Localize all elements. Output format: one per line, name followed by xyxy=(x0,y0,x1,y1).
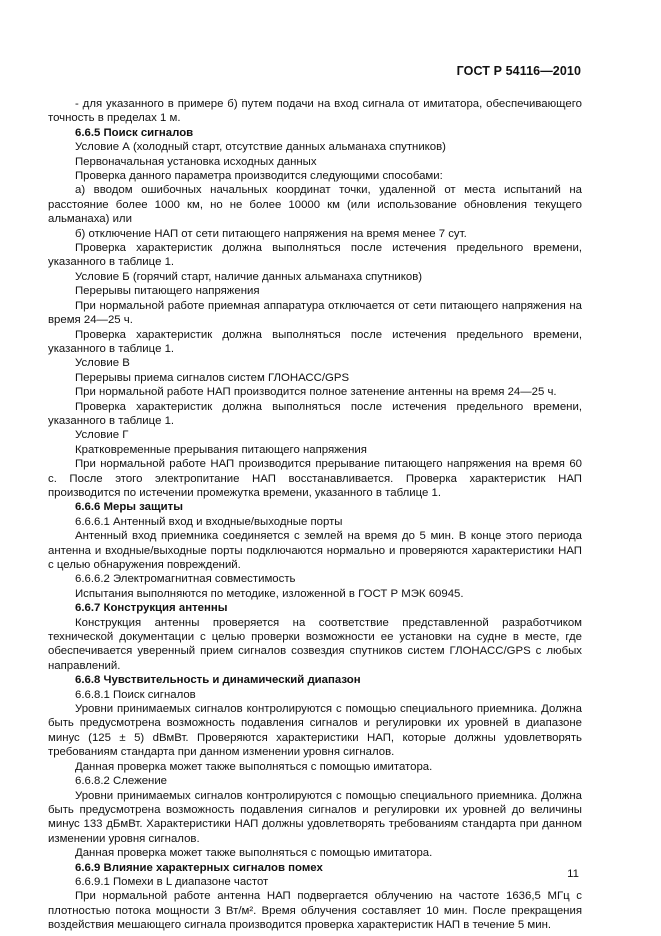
section-heading: 6.6.7 Конструкция антенны xyxy=(75,602,228,615)
paragraph: Испытания выполняются по методике, изложенной в ГОСТ Р МЭК 60945. xyxy=(75,587,464,600)
paragraph: Условие В xyxy=(75,357,130,370)
paragraph: Условие Г xyxy=(75,429,129,442)
paragraph: Кратковременные прерывания питающего напряжения xyxy=(75,443,367,456)
paragraph: Первоначальная установка исходных данных xyxy=(75,155,317,168)
paragraph: Данная проверка может также выполняться с помощью имитатора. xyxy=(75,847,433,860)
standard-header: ГОСТ Р 54116—2010 xyxy=(456,64,581,78)
paragraph: 6.6.8.1 Поиск сигналов xyxy=(75,688,196,701)
paragraph: Условие Б (горячий старт, наличие данных альманаха спутников) xyxy=(75,270,423,283)
section-heading: 6.6.8 Чувствительность и динамический диапазон xyxy=(75,674,361,687)
paragraph: Данная проверка может также выполняться с помощью имитатора. xyxy=(75,760,433,773)
paragraph: Конструкция антенны проверяется на соответствие представленной разработчиком технической документации с целью проверки возможности ее установки на судне в месте, где обеспечивается уверенный прием сигналов созвездия спутников систем ГЛОНАСС/GPS с любых направлений. xyxy=(48,616,582,672)
paragraph: Уровни принимаемых сигналов контролируются с помощью специального приемника. Должна быть предусмотрена возможность подавления сигналов и регулировки их уровней в диапазоне минус (125 ± 5) dВмВт. Проверяются характеристики НАП, которые должны удовлетворять требованиям стандарта при данном изменении уровня сигналов. xyxy=(48,703,582,759)
section-heading: 6.6.6 Меры защиты xyxy=(75,501,183,514)
page-number: 11 xyxy=(567,868,579,880)
section-heading: 6.6.9 Влияние характерных сигналов помех xyxy=(75,861,323,874)
paragraph: При нормальной работе приемная аппаратура отключается от сети питающего напряжения на время 24—25 ч. xyxy=(48,299,582,327)
paragraph: Условие А (холодный старт, отсутствие данных альманаха спутников) xyxy=(75,141,446,154)
paragraph: Проверка характеристик должна выполняться после истечения предельного времени, указанного в таблице 1. xyxy=(48,328,582,355)
body-text xyxy=(48,97,582,933)
paragraph: а) вводом ошибочных начальных координат точки, удаленной от места испытаний на расстояние более 1000 км, но не более 10000 км (или использование обновления текущего альманаха) или xyxy=(48,184,582,226)
paragraph: - для указанного в примере б) путем подачи на вход сигнала от имитатора, обеспечивающего точность в пределах 1 м. xyxy=(48,98,582,125)
paragraph: Уровни принимаемых сигналов контролируются с помощью специального приемника. Должна быть предусмотрена возможность подавления сигналов и регулировки их уровней до величины минус 133 дБмВт. Характеристики НАП должны удовлетворять требованиям стандарта при данном изменении уровня сигналов. xyxy=(48,789,582,845)
paragraph: При нормальной работе НАП производится полное затенение антенны на время 24—25 ч. xyxy=(75,386,557,399)
paragraph: 6.6.6.2 Электромагнитная совместимость xyxy=(75,573,296,586)
paragraph: 6.6.8.2 Слежение xyxy=(75,775,168,788)
paragraph: Проверка характеристик должна выполняться после истечения предельного времени, указанного в таблице 1. xyxy=(48,242,582,269)
paragraph: Перерывы приема сигналов систем ГЛОНАСС/GPS xyxy=(75,371,350,384)
paragraph: При нормальной работе НАП производится прерывание питающего напряжения на время 60 с. После этого электропитание НАП восстанавливается. Проверка характеристик НАП производится по истечении промежутка времени, указанного в таблице 1. xyxy=(48,458,582,499)
paragraph: Проверка данного параметра производится следующими способами: xyxy=(75,170,443,183)
paragraph: Перерывы питающего напряжения xyxy=(75,285,260,298)
paragraph: Антенный вход приемника соединяется с землей на время до 5 мин. В конце этого периода антенна и входные/выходные порты подключаются нормально и проверяются характеристики НАП с целью обнаружения повреждений. xyxy=(48,530,582,571)
paragraph: 6.6.9.1 Помехи в L диапазоне частот xyxy=(75,875,269,888)
paragraph: б) отключение НАП от сети питающего напряжения на время менее 7 сут. xyxy=(75,227,467,240)
paragraph: 6.6.6.1 Антенный вход и входные/выходные порты xyxy=(75,515,343,528)
section-heading: 6.6.5 Поиск сигналов xyxy=(75,126,194,139)
paragraph: При нормальной работе антенна НАП подвергается облучению на частоте 1636,5 МГц с плотностью потока мощности 3 Вт/м². Время облучения составляет 10 мин. После прекращения воздействия мешающего сигнала производится проверка характеристик НАП в течение 5 мин. xyxy=(48,890,582,932)
paragraph: Проверка характеристик должна выполняться после истечения предельного времени, указанного в таблице 1. xyxy=(48,400,582,427)
